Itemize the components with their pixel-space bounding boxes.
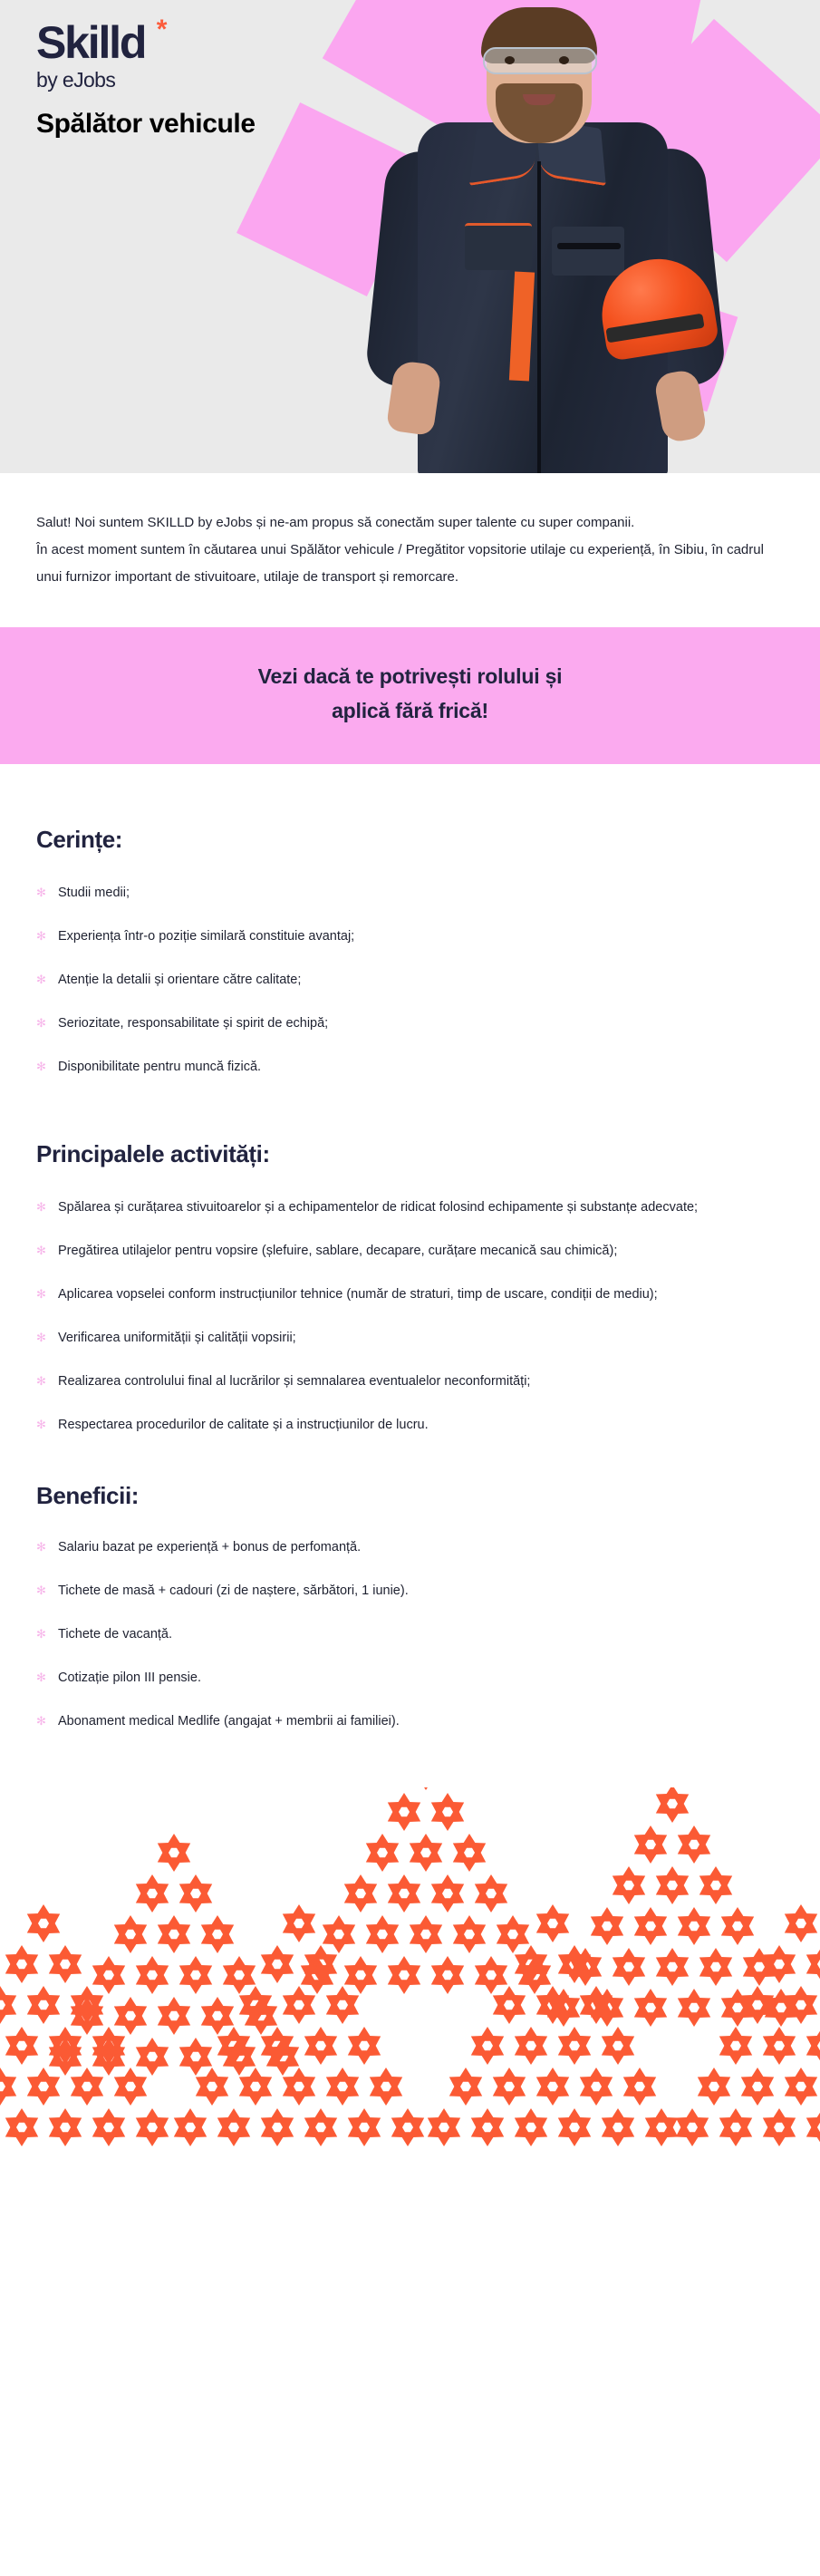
bullet-asterisk-icon: ✻ bbox=[36, 886, 46, 899]
asterisk-glyph bbox=[806, 2108, 820, 2146]
asterisk-glyph bbox=[283, 1904, 315, 1942]
list-item bbox=[36, 1664, 784, 1691]
list-item-label: Tichete de masă + cadouri (zi de naștere, sărbători, 1 iunie). bbox=[58, 1583, 409, 1598]
logo-subtitle: by eJobs bbox=[36, 68, 116, 92]
asterisk-glyph bbox=[763, 2108, 796, 2146]
list-item bbox=[36, 1708, 784, 1735]
list-item-label: Studii medii; bbox=[58, 886, 130, 900]
asterisk-glyph bbox=[475, 1874, 507, 1913]
bullet-asterisk-icon: ✻ bbox=[36, 1374, 46, 1388]
asterisk-glyph bbox=[785, 1904, 817, 1942]
list-item-label: Realizarea controlului final al lucrărilor și semnalarea eventualelor neconformități; bbox=[58, 1374, 531, 1389]
asterisk-glyph bbox=[613, 1866, 645, 1904]
asterisk-glyph bbox=[158, 1997, 190, 2035]
list-item bbox=[36, 1281, 784, 1308]
bullet-asterisk-icon: ✻ bbox=[36, 1714, 46, 1728]
list-item-label: Spălarea și curățarea stivuitoarelor și a echipamentelor de ridicat folosind echipamente și substanțe adecvate; bbox=[58, 1200, 699, 1215]
list-item bbox=[36, 1621, 784, 1648]
photo-eye-right bbox=[559, 56, 569, 64]
photo-pocket-right bbox=[552, 227, 624, 276]
asterisk-glyph bbox=[536, 2068, 569, 2106]
asterisk-glyph bbox=[196, 2068, 228, 2106]
job-content bbox=[0, 826, 820, 1735]
asterisk-glyph bbox=[580, 2068, 613, 2106]
section-heading-benefits: Beneficii: bbox=[36, 1482, 140, 1509]
asterisk-glyph bbox=[806, 1945, 820, 1983]
asterisk-glyph bbox=[5, 2027, 38, 2065]
asterisk-glyph bbox=[699, 1948, 732, 1986]
asterisk-glyph bbox=[678, 1989, 710, 2027]
asterisk-glyph bbox=[634, 1989, 667, 2027]
asterisk-glyph bbox=[326, 1986, 359, 2024]
asterisk-glyph bbox=[71, 2068, 103, 2106]
asterisk-glyph bbox=[475, 1956, 507, 1994]
asterisk-glyph bbox=[348, 2027, 381, 2065]
bullet-asterisk-icon: ✻ bbox=[36, 929, 46, 943]
asterisk-glyph bbox=[174, 2108, 207, 2146]
asterisk-glyph bbox=[431, 1874, 464, 1913]
bullet-asterisk-icon: ✻ bbox=[36, 1287, 46, 1301]
bullet-asterisk-icon: ✻ bbox=[36, 1331, 46, 1344]
asterisk-glyph bbox=[515, 2108, 547, 2146]
asterisk-glyph bbox=[763, 2027, 796, 2065]
asterisk-glyph bbox=[0, 1986, 16, 2024]
asterisk-glyph bbox=[136, 2038, 169, 2076]
asterisk-glyph bbox=[410, 1915, 442, 1953]
list-item-label: Salariu bazat pe experiență + bonus de perfomanță. bbox=[58, 1540, 362, 1554]
list-item-label: Tichete de vacanță. bbox=[58, 1627, 173, 1641]
asterisk-glyph bbox=[223, 1956, 256, 1994]
asterisk-glyph bbox=[239, 2068, 272, 2106]
asterisk-glyph bbox=[27, 1986, 60, 2024]
list-item bbox=[36, 1368, 784, 1395]
bullet-asterisk-icon: ✻ bbox=[36, 1540, 46, 1554]
bullet-asterisk-icon: ✻ bbox=[36, 1418, 46, 1431]
cta-line-1: Vezi dacă te potrivești rolului și bbox=[257, 664, 563, 688]
cta-line-2: aplică fără frică! bbox=[332, 699, 488, 722]
asterisk-glyph bbox=[721, 1907, 754, 1945]
list-item-label: Verificarea uniformității și calității vopsirii; bbox=[58, 1331, 296, 1345]
bullet-asterisk-icon: ✻ bbox=[36, 1627, 46, 1641]
asterisk-glyph bbox=[366, 1834, 399, 1872]
asterisk-glyph bbox=[114, 1915, 147, 1953]
asterisk-glyph bbox=[348, 2108, 381, 2146]
benefits-list bbox=[36, 1534, 784, 1735]
list-item-label: Pregătirea utilajelor pentru vopsire (șlefuire, sablare, decapare, curățare mecanică sau chimică); bbox=[58, 1244, 618, 1258]
asterisk-glyph bbox=[656, 1948, 689, 1986]
asterisk-glyph bbox=[323, 1915, 355, 1953]
asterisk-glyph bbox=[558, 2027, 591, 2065]
asterisk-glyph bbox=[388, 1956, 420, 1994]
list-item bbox=[36, 1010, 784, 1037]
asterisk-glyph bbox=[179, 1956, 212, 1994]
list-item-label: Abonament medical Medlife (angajat + membrii ai familiei). bbox=[58, 1714, 400, 1729]
intro-paragraph bbox=[0, 473, 820, 591]
list-item bbox=[36, 1411, 784, 1438]
asterisk-glyph bbox=[326, 2068, 359, 2106]
list-item-label: Respectarea procedurilor de calitate și a instrucțiunilor de lucru. bbox=[58, 1418, 429, 1432]
list-item-label: Disponibilitate pentru muncă fizică. bbox=[58, 1060, 262, 1074]
worker-photo bbox=[240, 0, 820, 473]
asterisk-glyph bbox=[92, 2108, 125, 2146]
asterisk-glyph bbox=[493, 1986, 526, 2024]
bullet-asterisk-icon: ✻ bbox=[36, 1583, 46, 1597]
bullet-asterisk-icon: ✻ bbox=[36, 1244, 46, 1257]
asterisk-glyph bbox=[201, 1997, 234, 2035]
asterisk-glyph bbox=[344, 1874, 377, 1913]
asterisk-glyph bbox=[410, 1787, 442, 1790]
asterisk-glyph bbox=[388, 1793, 420, 1831]
asterisk-glyph bbox=[493, 2068, 526, 2106]
asterisk-glyph bbox=[806, 2027, 820, 2065]
asterisk-glyph bbox=[449, 2068, 482, 2106]
photo-pocket-left bbox=[465, 223, 532, 270]
asterisk-glyph bbox=[27, 1904, 60, 1942]
asterisk-glyph bbox=[136, 1874, 169, 1913]
asterisk-glyph bbox=[656, 1866, 689, 1904]
asterisk-glyph bbox=[27, 2068, 60, 2106]
cta-banner bbox=[0, 627, 820, 764]
asterisk-glyph bbox=[217, 2108, 250, 2146]
asterisk-glyph bbox=[92, 1956, 125, 1994]
asterisk-glyph bbox=[179, 1874, 212, 1913]
list-item bbox=[36, 966, 784, 993]
photo-pocket-zipper bbox=[557, 243, 621, 249]
asterisk-glyph bbox=[634, 1907, 667, 1945]
list-item bbox=[36, 1534, 784, 1561]
orange-asterisk-pattern bbox=[0, 1787, 820, 2155]
asterisk-glyph bbox=[634, 1825, 667, 1864]
asterisk-glyph bbox=[388, 1874, 420, 1913]
asterisk-glyph bbox=[613, 1948, 645, 1986]
brand-logo[interactable] bbox=[36, 15, 166, 92]
asterisk-glyph bbox=[283, 2068, 315, 2106]
asterisk-glyph bbox=[158, 1915, 190, 1953]
asterisk-glyph bbox=[179, 2038, 212, 2076]
bullet-asterisk-icon: ✻ bbox=[36, 1060, 46, 1073]
list-item bbox=[36, 1577, 784, 1604]
asterisk-glyph bbox=[261, 1945, 294, 1983]
asterisk-glyph bbox=[158, 1834, 190, 1872]
asterisk-glyph bbox=[591, 1907, 623, 1945]
asterisk-glyph bbox=[471, 2108, 504, 2146]
asterisk-glyph bbox=[49, 2108, 82, 2146]
activities-list bbox=[36, 1194, 784, 1438]
asterisk-glyph bbox=[410, 1834, 442, 1872]
asterisk-glyph bbox=[558, 2108, 591, 2146]
asterisk-glyph bbox=[453, 1834, 486, 1872]
asterisk-glyph bbox=[719, 2027, 752, 2065]
asterisk-glyph bbox=[391, 2108, 424, 2146]
asterisk-glyph bbox=[602, 2027, 634, 2065]
asterisk-glyph bbox=[5, 2108, 38, 2146]
list-item bbox=[36, 923, 784, 950]
asterisk-glyph bbox=[304, 2027, 337, 2065]
asterisk-glyph bbox=[114, 1997, 147, 2035]
bullet-asterisk-icon: ✻ bbox=[36, 1016, 46, 1030]
footer-decoration bbox=[0, 1787, 820, 2155]
asterisk-glyph bbox=[304, 2108, 337, 2146]
list-item bbox=[36, 879, 784, 906]
list-item-label: Cotizație pilon III pensie. bbox=[58, 1671, 201, 1685]
section-heading-activities: Principalele activități: bbox=[36, 1140, 270, 1167]
list-item-label: Atenție la detalii și orientare către calitate; bbox=[58, 973, 302, 987]
photo-eye-left bbox=[505, 56, 515, 64]
asterisk-glyph bbox=[344, 1956, 377, 1994]
asterisk-glyph bbox=[453, 1915, 486, 1953]
requirements-list bbox=[36, 879, 784, 1080]
asterisk-glyph bbox=[645, 2108, 678, 2146]
list-item-label: Aplicarea vopselei conform instrucțiunilor tehnice (număr de straturi, timp de uscare, condiții de mediu); bbox=[58, 1287, 658, 1302]
list-item-label: Seriozitate, responsabilitate și spirit de echipă; bbox=[58, 1016, 329, 1031]
asterisk-glyph bbox=[536, 1904, 569, 1942]
intro-line-1: Salut! Noi suntem SKILLD by eJobs și ne-am propus să conectăm super talente cu super companii. bbox=[36, 515, 635, 530]
list-item bbox=[36, 1237, 784, 1264]
asterisk-glyph bbox=[283, 1986, 315, 2024]
asterisk-glyph bbox=[5, 1945, 38, 1983]
bullet-asterisk-icon: ✻ bbox=[36, 1200, 46, 1214]
asterisk-glyph bbox=[785, 2068, 817, 2106]
asterisk-glyph bbox=[136, 1956, 169, 1994]
asterisk-glyph bbox=[366, 1915, 399, 1953]
asterisk-glyph bbox=[428, 2108, 460, 2146]
asterisk-glyph bbox=[201, 1915, 234, 1953]
bullet-asterisk-icon: ✻ bbox=[36, 1671, 46, 1684]
asterisk-glyph bbox=[623, 2068, 656, 2106]
logo-wordmark bbox=[36, 15, 166, 68]
asterisk-glyph bbox=[656, 1787, 689, 1823]
list-item bbox=[36, 1324, 784, 1351]
asterisk-glyph bbox=[741, 2068, 774, 2106]
section-heading-requirements: Cerințe: bbox=[36, 826, 123, 853]
logo-text: Skilld bbox=[36, 17, 146, 68]
asterisk-glyph bbox=[515, 2027, 547, 2065]
intro-line-2: În acest moment suntem în căutarea unui Spălător vehicule / Pregătitor vopsitorie utilaje cu experiență, în Sibiu, în cadrul unui furnizor important de stivuitoare, utilaje de transport și remorcare. bbox=[36, 542, 764, 585]
page-title: Spălător vehicule bbox=[36, 109, 256, 139]
list-item bbox=[36, 1053, 784, 1080]
asterisk-glyph bbox=[719, 2108, 752, 2146]
asterisk-glyph bbox=[49, 1945, 82, 1983]
asterisk-glyph bbox=[471, 2027, 504, 2065]
list-item-label: Experiența într-o poziție similară constituie avantaj; bbox=[58, 929, 355, 944]
asterisk-glyph bbox=[261, 2108, 294, 2146]
page-header bbox=[0, 0, 820, 473]
asterisk-glyph bbox=[431, 1793, 464, 1831]
photo-zipper bbox=[537, 161, 541, 473]
asterisk-glyph bbox=[699, 1866, 732, 1904]
asterisk-glyph bbox=[370, 2068, 402, 2106]
safety-goggles-icon bbox=[483, 47, 597, 74]
bullet-asterisk-icon: ✻ bbox=[36, 973, 46, 986]
asterisk-glyph bbox=[698, 2068, 730, 2106]
asterisk-glyph bbox=[678, 1825, 710, 1864]
asterisk-glyph bbox=[678, 1907, 710, 1945]
list-item bbox=[36, 1194, 784, 1221]
asterisk-glyph bbox=[431, 1956, 464, 1994]
asterisk-glyph bbox=[136, 2108, 169, 2146]
asterisk-glyph bbox=[114, 2068, 147, 2106]
asterisk-glyph bbox=[602, 2108, 634, 2146]
asterisk-glyph bbox=[497, 1915, 529, 1953]
logo-asterisk-icon: * bbox=[156, 15, 166, 44]
asterisk-glyph bbox=[676, 2108, 709, 2146]
asterisk-glyph bbox=[0, 2068, 16, 2106]
